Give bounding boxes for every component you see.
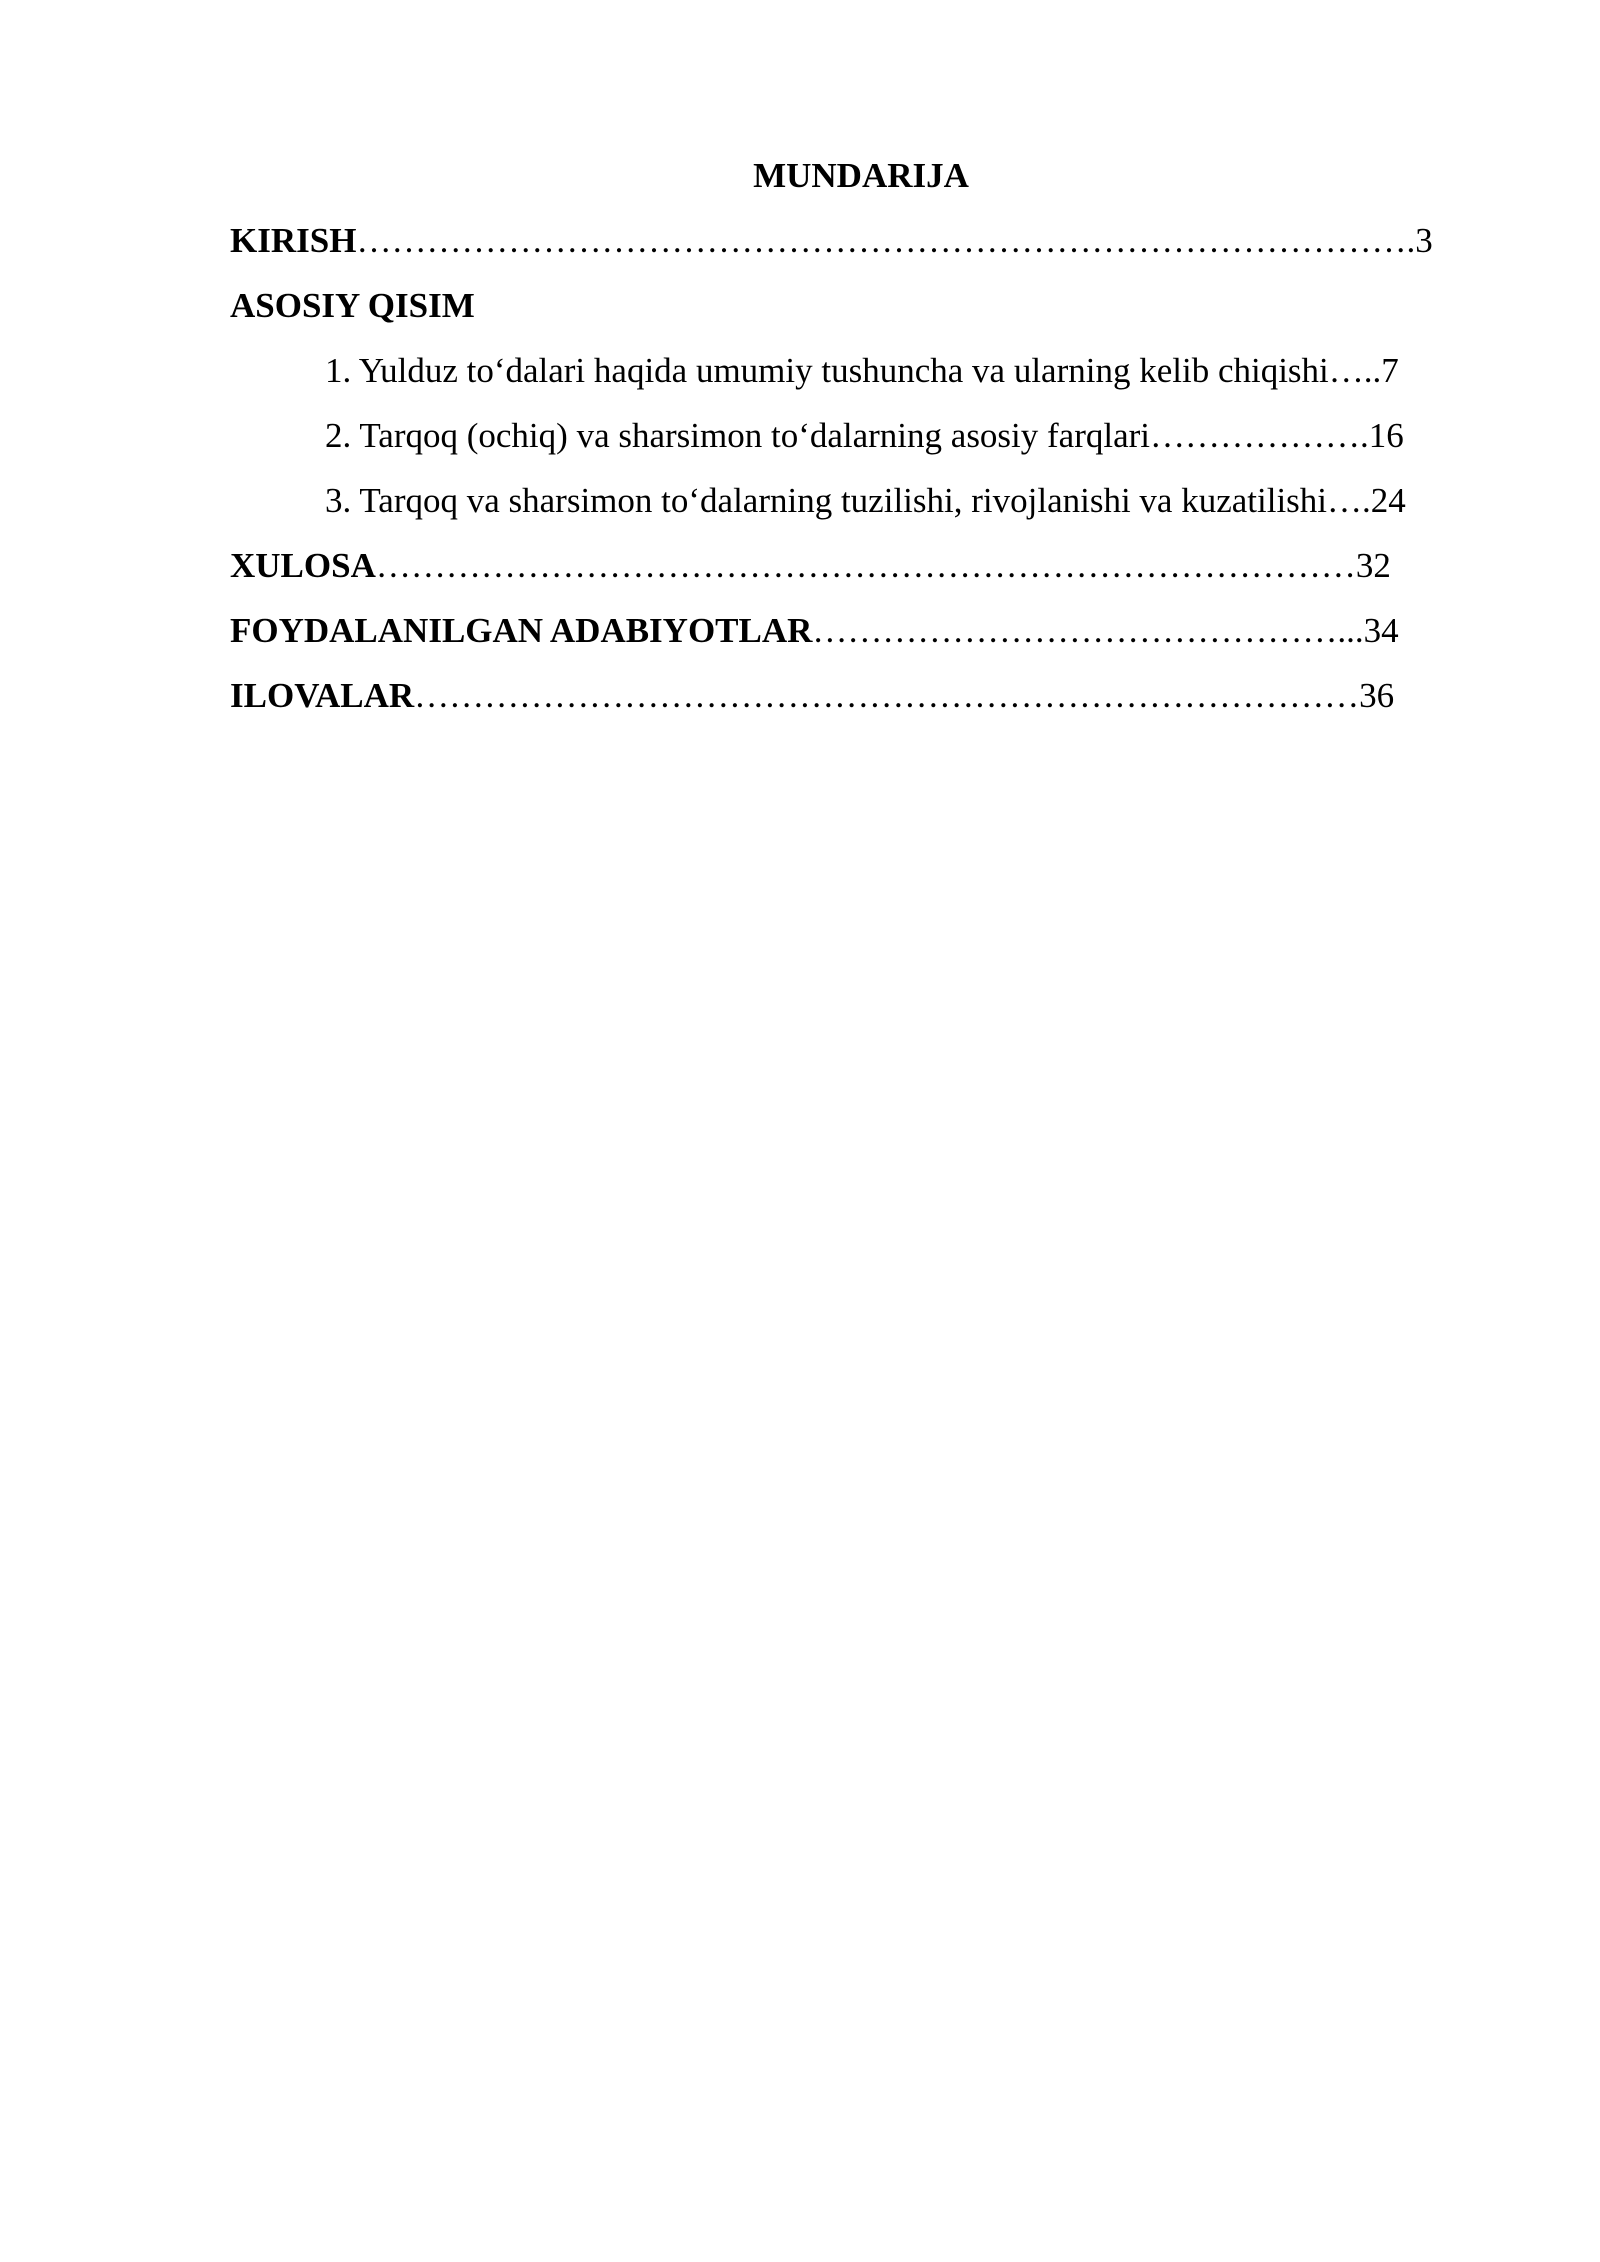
toc-page-number: 36	[1359, 676, 1395, 715]
toc-entry-label: ASOSIY QISIM	[230, 286, 475, 325]
toc-entry-label: 3. Tarqoq va sharsimon to‘dalarning tuzilishi, rivojlanishi va kuzatilishi	[325, 481, 1328, 520]
toc-entry-label: KIRISH	[230, 221, 357, 260]
toc-leader-dots: ………………………………………………………………………	[414, 676, 1360, 715]
toc-leader-dots: …………………………………………………………………………	[375, 546, 1356, 585]
toc-leader-dots: …..	[1328, 351, 1382, 390]
toc-page-number: 3	[1415, 221, 1433, 260]
toc-entry-label: 1. Yulduz to‘dalari haqida umumiy tushuncha va ularning kelib chiqishi	[325, 351, 1329, 390]
toc-page-number: 34	[1363, 611, 1399, 650]
toc-entry-label: 2. Tarqoq (ochiq) va sharsimon to‘dalarning asosiy farqlari	[325, 416, 1151, 455]
toc-page-number: 16	[1368, 416, 1404, 455]
toc-entry-ilovalar	[230, 670, 1394, 722]
toc-leader-dots: ……………………………………………………………………………….	[356, 221, 1416, 260]
toc-entry-label: XULOSA	[230, 546, 376, 585]
toc-leader-dots: ………………………………………...	[812, 611, 1364, 650]
toc-subentry-2	[325, 410, 1404, 462]
toc-entry-label: FOYDALANILGAN ADABIYOTLAR	[230, 611, 813, 650]
toc-leader-dots: ……………….	[1150, 416, 1369, 455]
toc-entry-kirish	[230, 215, 1433, 267]
toc-subentry-3	[325, 475, 1406, 527]
toc-subentry-1	[325, 345, 1399, 397]
toc-page-number: 24	[1370, 481, 1406, 520]
toc-title: MUNDARIJA	[753, 156, 969, 195]
toc-entry-asosiy-qisim	[230, 280, 475, 332]
toc-entry-label: ILOVALAR	[230, 676, 415, 715]
toc-page-number: 32	[1355, 546, 1391, 585]
toc-leader-dots: ….	[1327, 481, 1371, 520]
toc-page-number: 7	[1381, 351, 1399, 390]
toc-entry-xulosa	[230, 540, 1391, 592]
toc-entry-foydalanilgan-adabiyotlar	[230, 605, 1399, 657]
